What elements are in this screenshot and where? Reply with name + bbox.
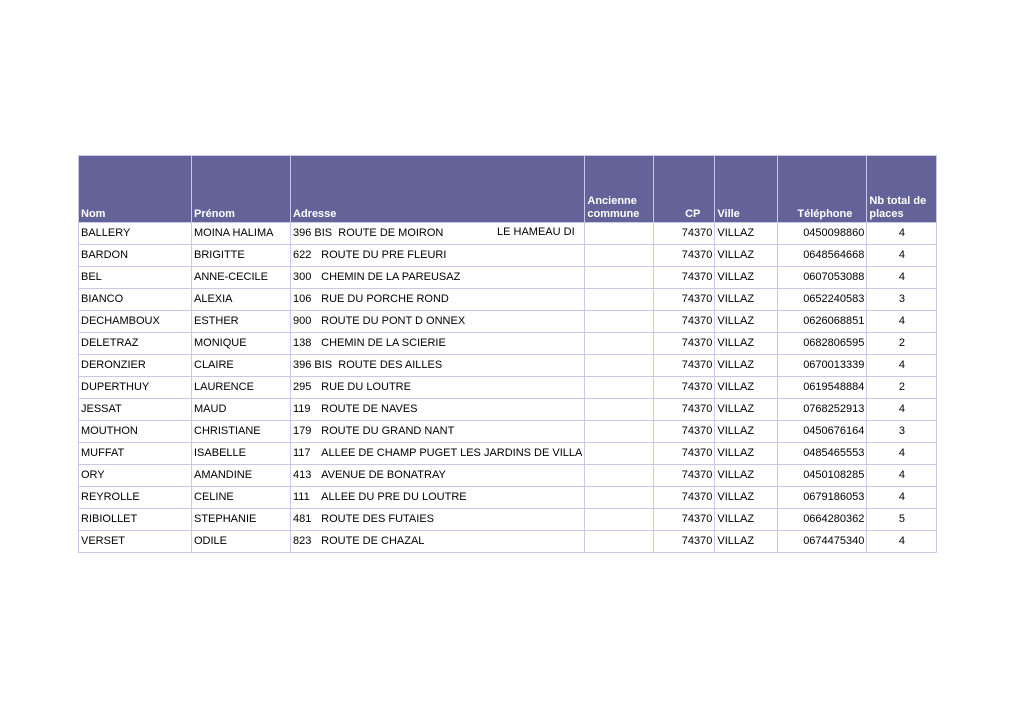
- cell-ancienne-commune: [585, 333, 654, 355]
- address-street: ROUTE DU PRE FLEURI: [321, 249, 447, 261]
- address-street: ROUTE DE MOIRON: [338, 227, 444, 239]
- address-line: [293, 513, 582, 526]
- cell-ville: VILLAZ: [715, 399, 778, 421]
- cell-nb-places: 4: [867, 245, 937, 267]
- table-row: [79, 333, 937, 355]
- cell-nb-places: 4: [867, 531, 937, 553]
- cell-nom: REYROLLE: [79, 487, 192, 509]
- cell-nom: MUFFAT: [79, 443, 192, 465]
- cell-nom: BALLERY: [79, 223, 192, 245]
- cell-ville: VILLAZ: [715, 223, 778, 245]
- cell-ancienne-commune: [585, 355, 654, 377]
- cell-cp: 74370: [654, 223, 715, 245]
- cell-telephone: 0619548884: [778, 377, 867, 399]
- cell-nb-places: 4: [867, 267, 937, 289]
- cell-adresse: [291, 311, 585, 333]
- address-number: 481: [293, 513, 312, 525]
- cell-telephone: 0485465553: [778, 443, 867, 465]
- column-header-ancienne-commune: Ancienne commune: [585, 156, 654, 223]
- cell-nom: DELETRAZ: [79, 333, 192, 355]
- cell-ancienne-commune: [585, 311, 654, 333]
- cell-adresse: [291, 267, 585, 289]
- cell-prenom: STEPHANIE: [192, 509, 291, 531]
- cell-nb-places: 4: [867, 355, 937, 377]
- cell-telephone: 0768252913: [778, 399, 867, 421]
- address-number: 179: [293, 425, 312, 437]
- address-street: ALLEE DU PRE DU LOUTRE: [321, 491, 467, 503]
- cell-telephone: 0670013339: [778, 355, 867, 377]
- cell-cp: 74370: [654, 289, 715, 311]
- cell-telephone: 0674475340: [778, 531, 867, 553]
- cell-telephone: 0607053088: [778, 267, 867, 289]
- cell-nb-places: 4: [867, 465, 937, 487]
- table-row: [79, 289, 937, 311]
- cell-adresse: [291, 421, 585, 443]
- column-header-ville: Ville: [715, 156, 778, 223]
- cell-ancienne-commune: [585, 245, 654, 267]
- cell-ville: VILLAZ: [715, 333, 778, 355]
- cell-telephone: 0679186053: [778, 487, 867, 509]
- cell-ancienne-commune: [585, 421, 654, 443]
- cell-ancienne-commune: [585, 289, 654, 311]
- cell-ancienne-commune: [585, 399, 654, 421]
- cell-cp: 74370: [654, 333, 715, 355]
- cell-adresse: [291, 465, 585, 487]
- address-line: [293, 381, 582, 394]
- cell-cp: 74370: [654, 355, 715, 377]
- cell-telephone: 0626068851: [778, 311, 867, 333]
- table-row: [79, 377, 937, 399]
- table-row: [79, 355, 937, 377]
- cell-ville: VILLAZ: [715, 487, 778, 509]
- cell-telephone: 0450098860: [778, 223, 867, 245]
- cell-cp: 74370: [654, 443, 715, 465]
- cell-telephone: 0682806595: [778, 333, 867, 355]
- cell-telephone: 0450676164: [778, 421, 867, 443]
- address-street: ROUTE DU GRAND NANT: [321, 425, 455, 437]
- address-number: 622: [293, 249, 312, 261]
- address-line: [293, 293, 582, 306]
- cell-ville: VILLAZ: [715, 421, 778, 443]
- address-street: AVENUE DE BONATRAY: [321, 469, 446, 481]
- cell-nom: DECHAMBOUX: [79, 311, 192, 333]
- cell-cp: 74370: [654, 421, 715, 443]
- address-line: [293, 425, 582, 438]
- address-street: CHEMIN DE LA PAREUSAZ: [321, 271, 461, 283]
- cell-telephone: 0652240583: [778, 289, 867, 311]
- address-line: [293, 447, 582, 460]
- cell-prenom: ANNE-CECILE: [192, 267, 291, 289]
- address-number: 295: [293, 381, 312, 393]
- cell-prenom: MONIQUE: [192, 333, 291, 355]
- address-number: 106: [293, 293, 312, 305]
- cell-ville: VILLAZ: [715, 377, 778, 399]
- address-number: 396 BIS: [293, 359, 333, 371]
- cell-telephone: 0648564668: [778, 245, 867, 267]
- cell-nb-places: 2: [867, 333, 937, 355]
- cell-ville: VILLAZ: [715, 443, 778, 465]
- column-header-prenom: Prénom: [192, 156, 291, 223]
- cell-adresse: [291, 487, 585, 509]
- cell-prenom: ALEXIA: [192, 289, 291, 311]
- cell-nb-places: 3: [867, 289, 937, 311]
- cell-prenom: MOINA HALIMA: [192, 223, 291, 245]
- cell-nom: MOUTHON: [79, 421, 192, 443]
- cell-ville: VILLAZ: [715, 531, 778, 553]
- table-row: [79, 487, 937, 509]
- address-line: [293, 469, 582, 482]
- address-street: RUE DU LOUTRE: [321, 381, 411, 393]
- address-line: [293, 359, 582, 372]
- cell-ville: VILLAZ: [715, 355, 778, 377]
- table-row: [79, 443, 937, 465]
- cell-nom: DUPERTHUY: [79, 377, 192, 399]
- address-line: [293, 249, 582, 262]
- table-row: [79, 421, 937, 443]
- address-number: 117: [293, 447, 311, 459]
- address-line: [293, 315, 582, 328]
- address-line: [293, 337, 582, 350]
- cell-ville: VILLAZ: [715, 311, 778, 333]
- cell-prenom: ISABELLE: [192, 443, 291, 465]
- table-row: [79, 311, 937, 333]
- cell-ancienne-commune: [585, 377, 654, 399]
- table-row: [79, 531, 937, 553]
- address-number: 300: [293, 271, 312, 283]
- cell-prenom: AMANDINE: [192, 465, 291, 487]
- cell-cp: 74370: [654, 487, 715, 509]
- cell-ancienne-commune: [585, 223, 654, 245]
- table-header: [79, 156, 937, 223]
- cell-cp: 74370: [654, 311, 715, 333]
- column-header-cp: CP: [654, 156, 715, 223]
- cell-adresse: [291, 333, 585, 355]
- cell-prenom: CELINE: [192, 487, 291, 509]
- address-number: 413: [293, 469, 312, 481]
- cell-cp: 74370: [654, 531, 715, 553]
- column-header-nom: Nom: [79, 156, 192, 223]
- cell-adresse: [291, 443, 585, 465]
- cell-cp: 74370: [654, 377, 715, 399]
- column-header-telephone: Téléphone: [778, 156, 867, 223]
- address-number: 119: [293, 403, 311, 415]
- address-street: RUE DU PORCHE ROND: [321, 293, 449, 305]
- cell-adresse: [291, 377, 585, 399]
- cell-adresse: [291, 355, 585, 377]
- cell-nb-places: 4: [867, 223, 937, 245]
- cell-ancienne-commune: [585, 465, 654, 487]
- table-row: [79, 399, 937, 421]
- address-complement: LE HAMEAU DI: [497, 226, 575, 238]
- table-row: [79, 509, 937, 531]
- cell-nb-places: 5: [867, 509, 937, 531]
- cell-prenom: LAURENCE: [192, 377, 291, 399]
- address-number: 138: [293, 337, 312, 349]
- cell-nb-places: 2: [867, 377, 937, 399]
- cell-prenom: CHRISTIANE: [192, 421, 291, 443]
- table-row: [79, 223, 937, 245]
- cell-prenom: BRIGITTE: [192, 245, 291, 267]
- cell-nom: BEL: [79, 267, 192, 289]
- address-street: ROUTE DU PONT D ONNEX: [321, 315, 466, 327]
- table-body: [79, 223, 937, 553]
- cell-cp: 74370: [654, 509, 715, 531]
- table-row: [79, 245, 937, 267]
- cell-ville: VILLAZ: [715, 245, 778, 267]
- cell-ancienne-commune: [585, 443, 654, 465]
- cell-telephone: 0664280362: [778, 509, 867, 531]
- cell-ancienne-commune: [585, 531, 654, 553]
- cell-nb-places: 4: [867, 487, 937, 509]
- cell-nb-places: 3: [867, 421, 937, 443]
- cell-adresse: [291, 399, 585, 421]
- column-header-nb-places: Nb total de places: [867, 156, 937, 223]
- cell-prenom: ODILE: [192, 531, 291, 553]
- header-row: [79, 156, 937, 223]
- cell-nb-places: 4: [867, 311, 937, 333]
- cell-nom: RIBIOLLET: [79, 509, 192, 531]
- cell-ville: VILLAZ: [715, 465, 778, 487]
- cell-ville: VILLAZ: [715, 289, 778, 311]
- cell-nb-places: 4: [867, 443, 937, 465]
- cell-nom: DERONZIER: [79, 355, 192, 377]
- address-street: ROUTE DE CHAZAL: [321, 535, 425, 547]
- cell-prenom: MAUD: [192, 399, 291, 421]
- cell-cp: 74370: [654, 245, 715, 267]
- address-street: CHEMIN DE LA SCIERIE: [321, 337, 446, 349]
- address-street: ROUTE DE NAVES: [321, 403, 418, 415]
- cell-ancienne-commune: [585, 487, 654, 509]
- cell-cp: 74370: [654, 399, 715, 421]
- address-number: 823: [293, 535, 312, 547]
- table-row: [79, 267, 937, 289]
- cell-ancienne-commune: [585, 267, 654, 289]
- address-number: 396 BIS: [293, 227, 333, 239]
- address-street: ALLEE DE CHAMP PUGET LES JARDINS DE VILLA: [321, 447, 583, 459]
- cell-prenom: CLAIRE: [192, 355, 291, 377]
- cell-ville: VILLAZ: [715, 509, 778, 531]
- table-row: [79, 465, 937, 487]
- cell-cp: 74370: [654, 267, 715, 289]
- cell-adresse: [291, 531, 585, 553]
- cell-nom: JESSAT: [79, 399, 192, 421]
- cell-adresse: [291, 223, 585, 245]
- cell-nom: VERSET: [79, 531, 192, 553]
- cell-nb-places: 4: [867, 399, 937, 421]
- address-street: ROUTE DES AILLES: [338, 359, 443, 371]
- cell-prenom: ESTHER: [192, 311, 291, 333]
- cell-telephone: 0450108285: [778, 465, 867, 487]
- column-header-adresse: Adresse: [291, 156, 585, 223]
- address-number: 900: [293, 315, 312, 327]
- cell-nom: ORY: [79, 465, 192, 487]
- address-line: [293, 271, 582, 284]
- cell-nom: BIANCO: [79, 289, 192, 311]
- cell-cp: 74370: [654, 465, 715, 487]
- cell-adresse: [291, 289, 585, 311]
- cell-ancienne-commune: [585, 509, 654, 531]
- address-street: ROUTE DES FUTAIES: [321, 513, 434, 525]
- cell-adresse: [291, 509, 585, 531]
- cell-nom: BARDON: [79, 245, 192, 267]
- address-line: [293, 491, 582, 504]
- address-line: [293, 535, 582, 548]
- registrations-table: [78, 155, 937, 553]
- address-number: 111: [293, 491, 310, 503]
- cell-adresse: [291, 245, 585, 267]
- address-line: [293, 403, 582, 416]
- cell-ville: VILLAZ: [715, 267, 778, 289]
